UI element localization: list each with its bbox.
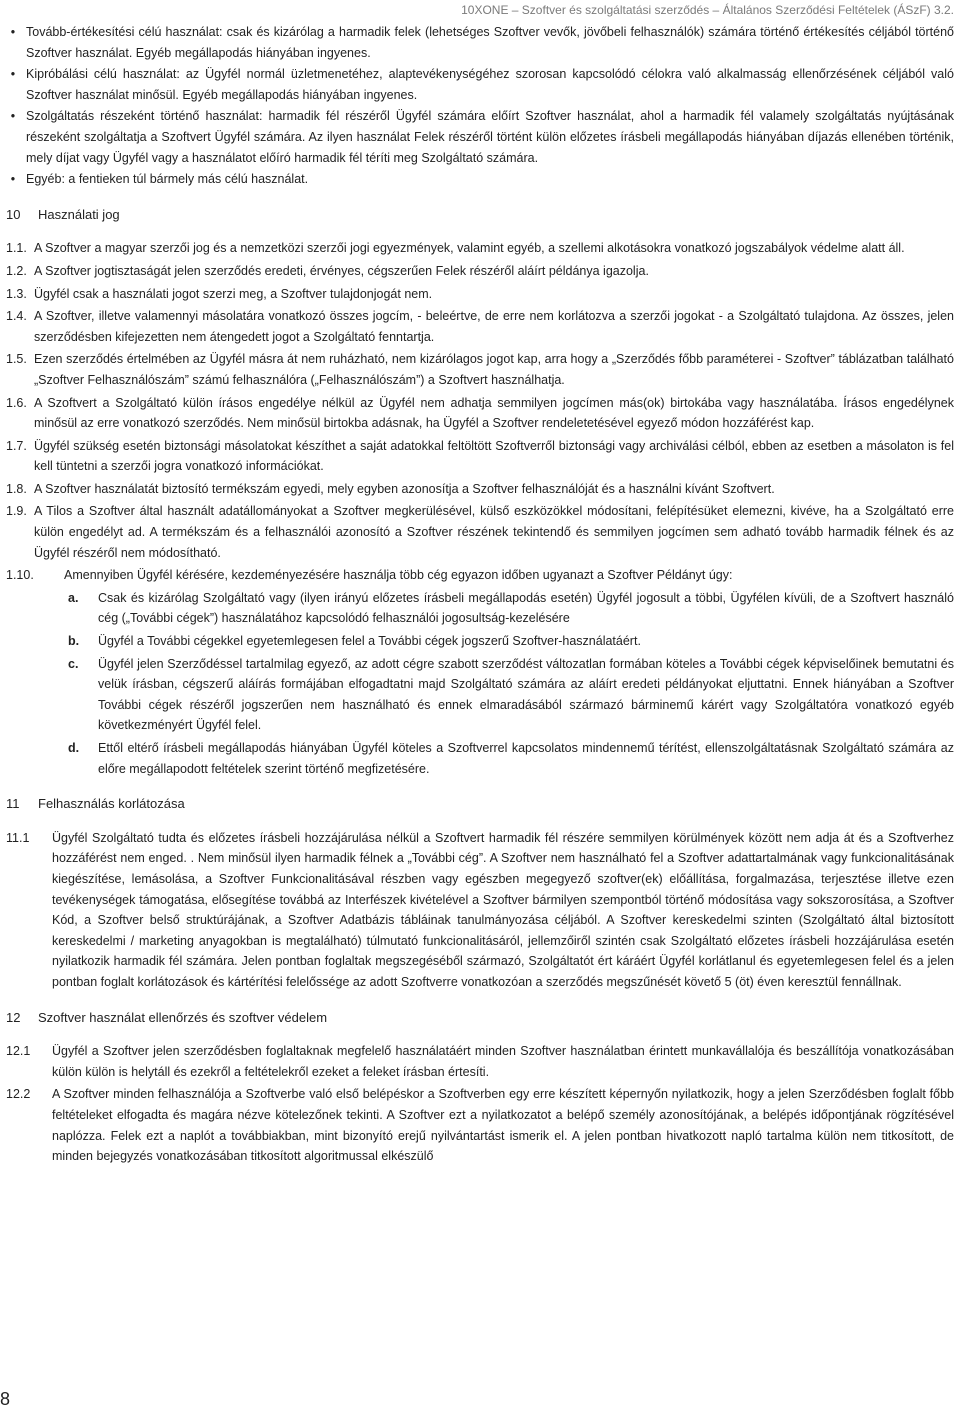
clause-text: Ügyfél a Szoftver jelen szerződésben foglaltaknak megfelelő használatáért minden Szoftver használatban érintett munkavállalója és beszállítója vonatkozásában külön külön is helytáll és ezekről a feltételekről ezeket a feleket írásban értesíti. [52,1044,954,1079]
clause-text: Amennyiben Ügyfél kérésére, kezdeményezésére használja több cég egyazon időben ugyanazt a Szoftver Példányt úgy: [64,568,733,583]
bullet-item [6,22,954,63]
bullet-text: Kipróbálási célú használat: az Ügyfél normál üzletmenetéhez, alaptevékenységéhez szorosan kapcsolódó célokra való alkalmasság ellenőrzésének céljából való Szoftver használat minősül. Egyéb megállapodás hiányában ingyenes. [26,67,954,102]
section-title: Használati jog [38,206,120,222]
clause [6,261,954,282]
subclause-text: Ettől eltérő írásbeli megállapodás hiányában Ügyfél köteles a Szoftverrel kapcsolatos mindennemű térítést, ellenszolgáltatásnak Szolgáltató számára az előre megállapodott feltételek szerint történő megfizetésére. [98,741,954,776]
clause [6,349,954,390]
clause [6,565,954,586]
bullet-icon: • [10,109,16,124]
bullet-item [6,64,954,105]
section-title: Felhasználás korlátozása [38,796,185,812]
clause-text: Ügyfél csak a használati jogot szerzi meg, a Szoftver tulajdonjogát nem. [34,286,433,301]
clause-number: 1.1. [6,241,27,256]
bullet-item [6,106,954,168]
clause-number: 1.9. [6,504,27,519]
clause-number: 1.5. [6,352,27,367]
clause [6,828,954,993]
clause [6,238,954,259]
section-title: Szoftver használat ellenőrzés és szoftver védelem [38,1009,328,1025]
clause [6,1084,954,1166]
subclause-label: b. [68,634,80,649]
section-heading-11 [6,794,958,815]
clause-text: A Szoftver, illetve valamennyi másolatára vonatkozó összes jogcím, - beleértve, de erre nem korlátozva a szerzői jogokat - a Szolgáltató tulajdona. Az összes, jelen szerződésben kifejezetten nem átengedett jogot a Szolgáltató fenntartja. [34,309,954,344]
bullet-icon: • [10,67,16,82]
clause-text: Ügyfél szükség esetén biztonsági másolatokat készíthet a saját adatokkal feltöltött Szoftverről biztonsági vagy archiválási célból, ebben az esetben a másolaton is fel kell tüntetni a szerzői jogra vonatkozó információkat. [34,438,954,474]
clause-text: A Szoftver a magyar szerzői jog és a nemzetközi szerzői jogi egyezmények, valamint egyéb, a szellemi alkotásokra vonatkozó jogszabályok védelme alatt áll. [34,241,905,256]
page-number: 8 [0,1389,11,1409]
subclause [68,738,954,779]
subclause [68,631,954,652]
clause [6,393,954,434]
clause [6,284,954,305]
clause-number: 1.4. [6,309,27,324]
clause-number: 12.2 [6,1087,31,1102]
clause-number: 11.1 [6,830,30,845]
subclause-text: Csak és kizárólag Szolgáltató vagy (ilyen irányú előzetes írásbeli megállapodás esetén) Ügyfél jogosult a többi, Ügyfélen kívüli, de a Szoftvert használó cég („További cégek”) használatához kapcsolódó felhasználói jogosultság-kezelésére [98,590,954,626]
section-number: 11 [6,796,20,812]
clause-text: A Szoftver használatát biztosító termékszám egyedi, mely egyben azonosítja a Szoftver felhasználóját és a használni kívánt Szoftvert. [34,481,775,496]
clause-text: A Szoftver jogtisztaságát jelen szerződés eredeti, érvényes, cégszerűen Felek részéről aláírt példánya igazolja. [34,263,649,278]
subclause-label: c. [68,656,79,671]
clause-text: A Szoftvert a Szolgáltató külön írásos engedélye nélkül az Ügyfél nem adhatja semmilyen jogcímen más(ok) birtokába vagy használatába. Írásos engedélynek minősül az erre vonatkozó szerződés. Nem minősül birtokba adásnak, ha Ügyfél a Szoftver rendeletetésével egyező módon hozzáférést kap. [34,395,954,431]
clause [6,501,954,563]
subclause [68,654,954,736]
subclause-text: Ügyfél a További cégekkel egyetemlegesen felel a További cégek jogszerű Szoftver-használatáért. [98,634,641,649]
section-number: 12 [6,1009,21,1025]
bullet-text: Tovább-értékesítési célú használat: csak és kizárólag a harmadik felek (lehetséges Szoftver vevők, jövőbeli felhasználók) számára történő értékesítés céljából történő Szoftver használat. Egyéb megállapodás hiányában ingyenes. [26,25,954,60]
bullet-text: Egyéb: a fentieken túl bármely más célú használat. [26,172,309,187]
subclause-text: Ügyfél jelen Szerződéssel tartalmilag egyező, az adott cégre szabott szerződést változatlan formában köteles a További cégek képviselőinek bemutatni és velük írásban, cégszerű aláírás formájában elfogadtatni majd Szolgáltató számára az aláírt eredeti példányokat eljuttatni. Ennek hiányában a Szoftver További cégek részéről jogszerűen nem használható és ennek elmaradásából származó bárminemű kárért vagy Szolgáltatóra vonatkozó egyéb következményért Ügyfél felel. [98,656,954,733]
bullet-text: Szolgáltatás részeként történő használat: harmadik fél részéről Ügyfél számára előírt Szoftver használat, ahol a harmadik fél valamely szolgáltatás nyújtásának részeként szolgáltatja a Szoftvert Ügyfél számára. Az ilyen használat Felek részéről történt külön előzetes írásbeli megállapodás hiányában díjazás ellenében történik, mely díjat vagy Ügyfél vagy a használatot előíró harmadik fél téríti meg Szolgáltató számára. [26,109,954,165]
section-heading-10 [6,205,958,226]
clause [6,1041,954,1082]
clause-number: 1.6. [6,395,27,410]
clause-text: Ügyfél Szolgáltató tudta és előzetes írásbeli hozzájárulása nélkül a Szoftvert harmadik fél részére semmilyen körülmények között nem adja át és a Szoftverhez hozzáférést nem enged. . Nem minősül ilyen harmadik félnek a „További cég”. A Szoftver nem használható fel a Szoftver adattartalmának vagy funkcionalitásának kiegészítése, lemásolása, a Szoftver Funkcionalitásával részben vagy egészben megegyező szoftver(ek) előállítása, forgalmazása, terjesztése illetve ezen tevékenységek támogatása, elősegítése továbbá az Interfészek kivételével a Szoftver bármilyen szempontból történő módosítása vagy sokszorosítása, a Szoftver Kód, a Szoftver belső struktúrájának, a Szoftver Adatbázis tábláinak tanulmányozása céljából. A Szoftver kereskedelmi szinten (Szolgáltató által biztosított kereskedelmi / marketing anyagokban is megtalálható) túlmutató funkcionalitásáról, jellemzőiről szintén csak Szolgáltató előzetes írásbeli hozzájárulása esetén nyilatkozik harmadik fél számára. Jelen pontban foglaltak megszegéséből származó, Szolgáltatót ért káráért Ügyfél korlátlanul és egyetemlegesen felel és a jelen pontban foglalt korlátozások és kártérítési felelőssége az adott Szoftverre vonatkozóan a szerződés megszűnését követő 5 (öt) éven keresztül fennállnak. [52,830,954,989]
subclause-label: d. [68,741,80,755]
clause [6,479,954,500]
clause-number: 1.7. [6,438,27,453]
section-number: 10 [6,206,21,222]
clause [6,436,954,477]
clause-text: Ezen szerződés értelmében az Ügyfél másra át nem ruházható, nem kizárólagos jogot kap, arra hogy a „Szerződés főbb paraméterei - Szoftver” táblázatban található „Szoftver Felhasználószám” számú felhasználóra („Felhasználószám”) a Szoftvert használhatja. [34,352,954,387]
running-header: 10XONE – Szoftver és szolgáltatási szerződés – Általános Szerződési Feltételek (ÁSzF) 3.2. [461,3,954,17]
clause-number: 1.2. [6,263,27,278]
bullet-icon: • [10,172,16,187]
clause-number: 1.3. [6,286,27,301]
bullet-item [6,169,954,190]
clause-text: A Tilos a Szoftver által használt adatállományokat a Szoftver megkerülésével, külső eszközökkel módosítani, felépítésüket elemezni, kivéve, ha a Szolgáltató erre külön engedélyt ad. A termékszám és a felhasználói azonosító a Szoftver részének tekintendő és semmilyen jogcímen sem adható tovább harmadik félnek és az Ügyfél részéről nem módosítható. [34,504,954,560]
clause-text: A Szoftver minden felhasználója a Szoftverbe való első belépéskor a Szoftverben egy erre készített képernyőn nyilatkozik, hogy a jelen Szerződésben foglalt főbb feltételeket elfogadta és magára nézve kötelezőnek tekinti. A Szoftver ezt a nyilatkozatot a belépő személy azonosítójának, a belépés időpontjának rögzítésével naplózza. Felek ezt a naplót a továbbiakban, mint bizonyító erejű nyilvántartást ismerik el. A jelen pontban hivatkozott napló tartalma külön nem titkosított, de minden bejegyzés vonatkozásában titkosított algoritmussal elkészülő [52,1087,954,1164]
clause [6,306,954,347]
clause-number: 1.10. [6,568,34,583]
clause-number: 12.1 [6,1044,31,1059]
subclause-label: a. [68,590,79,605]
section-heading-12 [6,1008,958,1029]
document-body [6,22,958,1167]
bullet-icon: • [10,25,16,39]
clause-number: 1.8. [6,481,27,496]
subclause [68,588,954,629]
